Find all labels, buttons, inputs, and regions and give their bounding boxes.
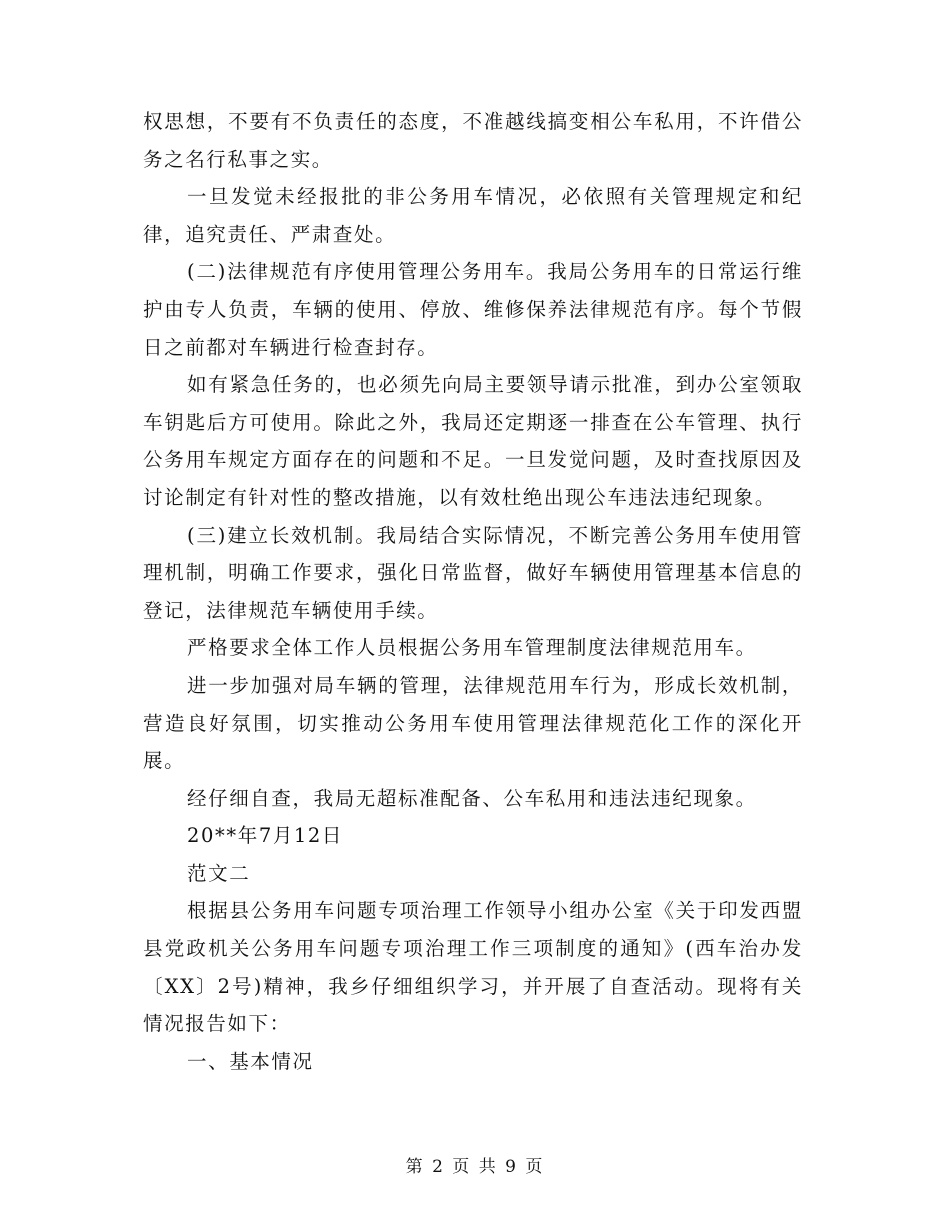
document-body <box>143 103 803 1080</box>
sample-title: 范文二 <box>187 861 251 885</box>
section-heading-paragraph: (二)法律规范有序使用管理公务用车。我局公务用车的日常运行维护由专人负责，车辆的使用、停放、维修保养法律规范有序。每个节假日之前都对车辆进行检查封存。 <box>143 260 803 359</box>
paragraph: 经仔细自查，我局无超标准配备、公车私用和违法违纪现象。 <box>187 786 757 810</box>
paragraph: 一旦发觉未经报批的非公务用车情况，必依照有关管理规定和纪律，追究责任、严肃查处。 <box>143 185 803 246</box>
paragraph: 严格要求全体工作人员根据公务用车管理制度法律规范用车。 <box>187 636 757 660</box>
paragraph-continuation: 权思想，不要有不负责任的态度，不准越线搞变相公车私用，不许借公务之名行私事之实。 <box>143 110 803 171</box>
section-heading-paragraph: (三)建立长效机制。我局结合实际情况，不断完善公务用车使用管理机制，明确工作要求，强化日常监督，做好车辆使用管理基本信息的登记，法律规范车辆使用手续。 <box>143 523 803 622</box>
page-number-footer: 第 2 页 共 9 页 <box>405 1157 545 1177</box>
paragraph: 根据县公务用车问题专项治理工作领导小组办公室《关于印发西盟县党政机关公务用车问题专项治理工作三项制度的通知》(西车治办发〔XX〕2号)精神，我乡仔细组织学习，并开展了自查活动。现将有关情况报告如下： <box>143 899 803 1036</box>
paragraph: 进一步加强对局车辆的管理，法律规范用车行为，形成长效机制，营造良好氛围，切实推动公务用车使用管理法律规范化工作的深化开展。 <box>143 673 803 773</box>
date-line: 20**年7月12日 <box>187 824 344 848</box>
section-heading: 一、基本情况 <box>187 1049 314 1073</box>
paragraph: 如有紧急任务的，也必须先向局主要领导请示批准，到办公室领取车钥匙后方可使用。除此之外，我局还定期逐一排查在公车管理、执行公务用车规定方面存在的问题和不足。一旦发觉问题，及时查找原因及讨论制定有针对性的整改措施，以有效杜绝出现公车违法违纪现象。 <box>143 373 803 509</box>
